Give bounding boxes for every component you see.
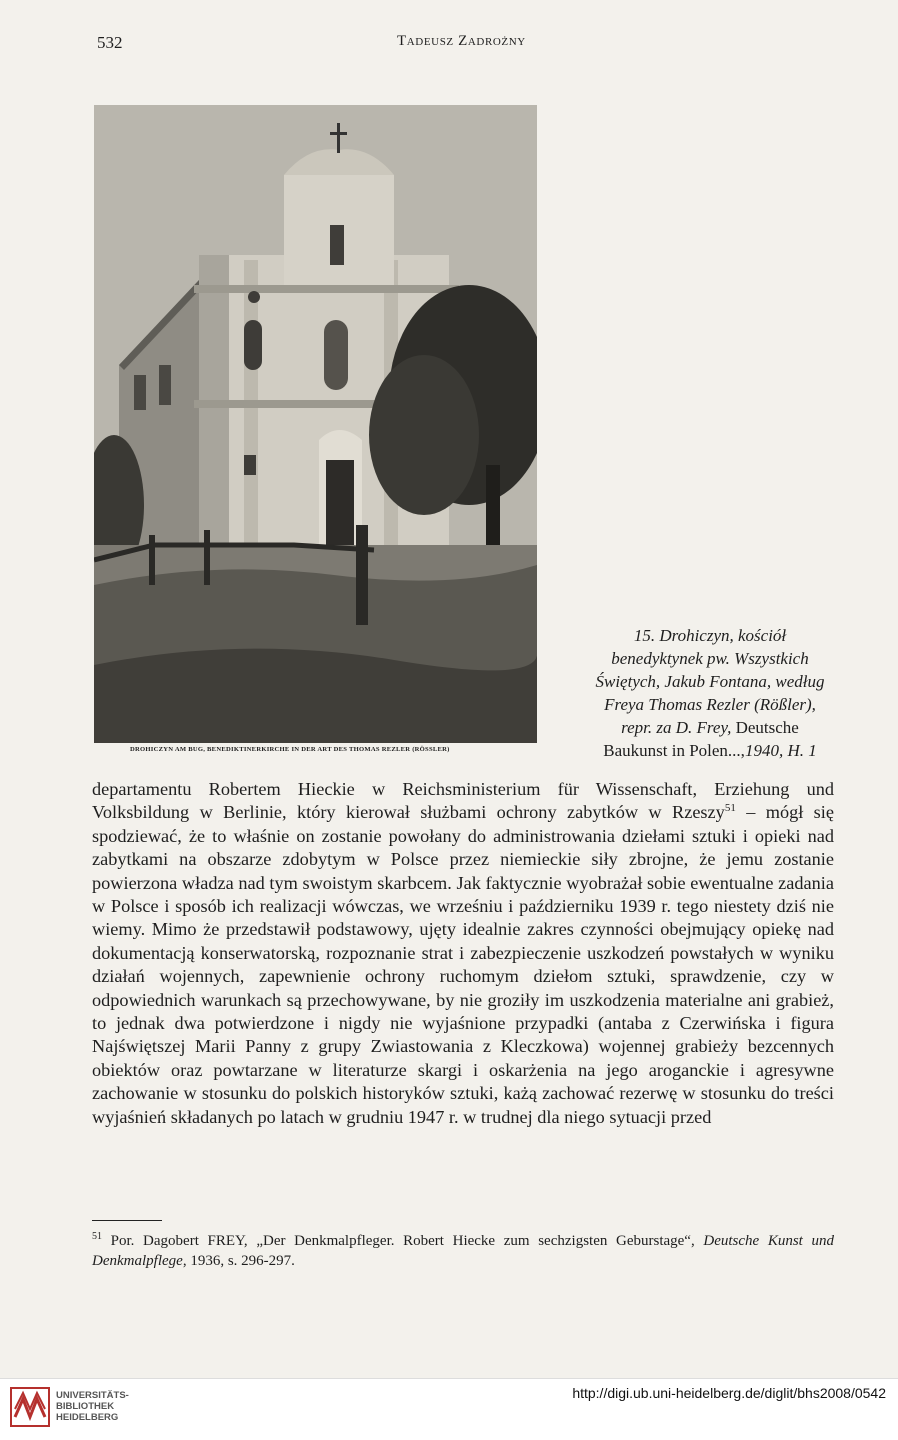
logo-line: BIBLIOTHEK [56,1401,115,1412]
figure-caption-roman: Deutsche [735,718,799,737]
footnote-reference[interactable]: 51 [724,802,736,815]
figure-caption-line: Freya Thomas Rezler (Rößler), [604,695,816,714]
footnote [92,1227,834,1271]
church-photo [94,105,537,743]
library-logo-text [56,1390,129,1423]
figure-caption-line: Świętych, Jakub Fontana, według [595,672,825,691]
body-text-part-2: – mógł się spodziewać, że to właśnie on zostanie powołany do administrowania dziełami sztuki i opieki nad zabytkami na obszarze zdobytym w Polsce przez niemieckie siły zbrojne, że jemu zostanie powierzona władza nad tym swoistym skarbcem. Jak faktycznie wyobrażał sobie ewentualne zadania w Polsce i sposób ich realizacji wówczas, we wrześniu i październiku 1939 r. tego niestety dziś nie wiemy. Mimo że przedstawił podstawowy, ujęty idealnie zakres czynności obejmujący opiekę nad dokumentacją konserwatorską, rozpoznanie strat i zabezpieczenie uszkodzeń powstałych w wyniku działań wojennych, zapewnienie ochrony ruchomym dziełom sztuki, sprawdzenie, czy w odpowiednich warunkach są przechowywane, by nie groziły im uszkodzenia materialne ani grabież, to jednak dwa potwierdzone i nigdy nie wyjaśnione przypadki (antaba z Czerwińska i figura Najświętszej Marii Panny z grupy Zwiastowania z Kleczkowa) wojennej grabieży bezcennych obiektów oraz powtarzane w literaturze skargi i oskarżenia na jego aroganckie i agresywne zachowanie w stosunku do polskich historyków sztuki, każą zachować rezerwę w stosunku do treści wyjaśnień składanych po latach w grudniu 1947 r. w trudnej dla niego sytuacji przed [92,802,834,1127]
figure-caption-line [560,739,860,762]
logo-line: UNIVERSITÄTS- [56,1390,129,1401]
footnote-divider [92,1220,162,1221]
library-logo-icon [10,1387,50,1427]
footnote-tail: , 1936, s. 296-297. [182,1253,295,1269]
figure-caption-line: 15. Drohiczyn, kościół [633,626,787,645]
running-head: Tadeusz Zadrożny [397,33,526,49]
figure-caption-line: benedyktynek pw. Wszystkich [611,649,809,668]
body-text-part-1: departamentu Robertem Hieckie w Reichsministerium für Wissenschaft, Erziehung und Volksbildung w Berlinie, który kierował służbami ochrony zabytków w Rzeszy [92,779,834,823]
logo-line: HEIDELBERG [56,1412,119,1423]
source-url-link[interactable]: http://digi.ub.uni-heidelberg.de/diglit/bhs2008/0542 [572,1385,886,1401]
page-number: 532 [97,33,123,52]
figure-caption-year: 1940, H. 1 [744,741,817,760]
figure-caption-book-title: Baukunst in Polen..., [603,741,745,760]
figure-caption-repr: repr. za D. Frey, [621,718,732,737]
footnote-number: 51 [92,1231,102,1242]
body-paragraph [92,778,834,1129]
figure-caption [560,624,860,762]
footnote-journal: Deutsche Kunst und Denkmalpflege [92,1233,834,1269]
photo-caption: DROHICZYN AM BUG, BENEDIKTINERKIRCHE IN DER ART DES THOMAS REZLER (RÖSSLER) [130,746,450,753]
church-illustration [94,105,537,743]
figure-caption-line [560,716,860,739]
footnote-text: Por. Dagobert FREY, „Der Denkmalpfleger. Robert Hiecke zum sechzigsten Geburstage“, [102,1233,704,1249]
